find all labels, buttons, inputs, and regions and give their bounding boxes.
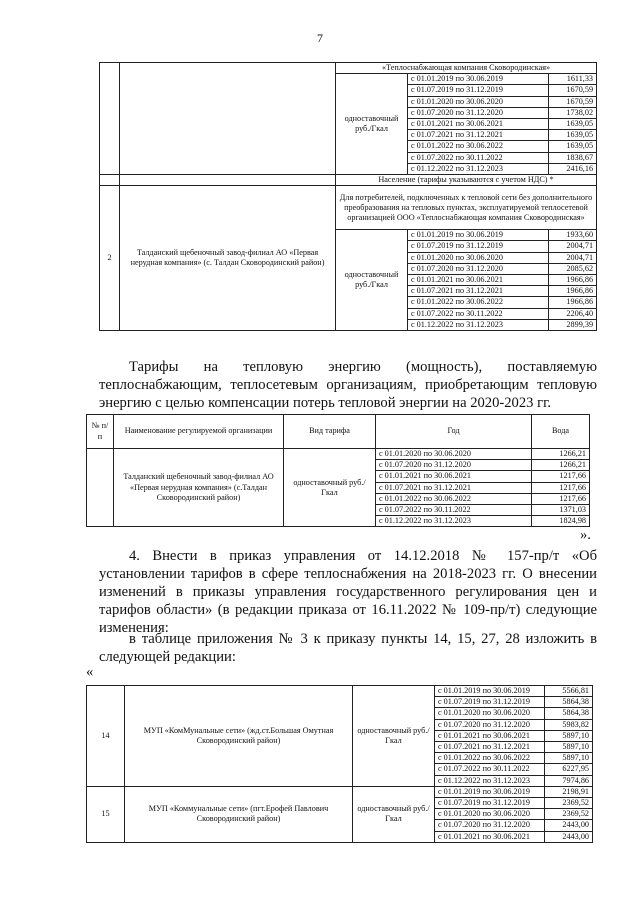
value-cell: 5897,10 [545,753,593,764]
value-cell: 2443,00 [545,831,593,842]
value-cell: 1966,86 [549,286,597,297]
value-cell: 2443,00 [545,820,593,831]
period-cell: с 01.07.2020 по 31.12.2020 [435,719,545,730]
company-header-note: «Теплоснабжающая компания Сковородинская» [336,63,597,74]
value-cell: 1966,86 [549,275,597,286]
tariff-table-3 [86,685,593,843]
value-cell: 2198,91 [545,786,593,797]
period-cell: с 01.01.2021 по 30.06.2021 [408,119,549,130]
value-cell: 1639,05 [549,130,597,141]
period-cell: с 01.01.2022 по 30.06.2022 [408,141,549,152]
header-year: Год [376,415,532,449]
population-note: Население (тарифы указываются с учетом НДС) * [336,175,597,186]
page-number: 7 [317,31,323,45]
period-cell: с 01.07.2020 по 31.12.2020 [408,107,549,118]
row-number: 15 [87,786,125,842]
period-cell: с 01.07.2020 по 31.12.2020 [408,263,549,274]
period-cell: с 01.01.2021 по 30.06.2021 [408,275,549,286]
period-cell: с 01.12.2022 по 31.12.2023 [435,775,545,786]
value-cell: 2369,52 [545,798,593,809]
period-cell: с 01.07.2019 по 31.12.2019 [408,85,549,96]
organization-name: Талданский щебеночный завод-филиал АО «Первая нерудная компания» (с. Талдан Сковородинский район) [120,186,336,331]
consumers-note: Для потребителей, подключенных к тепловой сети без дополнительного преобразования на тепловых пунктах, эксплуатируемой теплосетевой организацией ООО «Теплоснабжающая компания Сковородинская» [336,186,597,230]
period-cell: с 01.07.2019 по 31.12.2019 [408,241,549,252]
period-cell: с 01.07.2022 по 30.11.2022 [376,505,532,516]
value-cell: 2004,71 [549,241,597,252]
value-cell: 1217,66 [532,493,590,504]
period-cell: с 01.01.2022 по 30.06.2022 [435,753,545,764]
tariff-type-cell: одноставочный руб./Гкал [353,686,435,787]
value-cell: 1639,05 [549,119,597,130]
period-cell: с 01.12.2022 по 31.12.2023 [376,516,532,527]
value-cell: 1966,86 [549,297,597,308]
value-cell: 2369,52 [545,809,593,820]
header-water: Вода [532,415,590,449]
period-cell: с 01.07.2020 по 31.12.2020 [376,460,532,471]
amendment-paragraph: 4. Внести в приказ управления от 14.12.2018 № 157-пр/т «Об установлении тарифов в сфере теплоснабжения на 2018-2023 гг. О внесении изменений в приказы управления государственного регулирования цен и тарифов области» (в редакции приказа от 16.11.2022 № 109-пр/т) следующие изменения: [99,548,597,636]
period-cell: с 01.07.2021 по 31.12.2021 [408,130,549,141]
period-cell: с 01.01.2020 по 30.06.2020 [408,96,549,107]
period-cell: с 01.01.2020 по 30.06.2020 [376,449,532,460]
organization-name: МУП «КомМунальные сети» (жд.ст.Большая Омутная Сковородинский район) [125,686,353,787]
value-cell: 7974,86 [545,775,593,786]
value-cell: 2085,62 [549,263,597,274]
value-cell: 1639,05 [549,141,597,152]
period-cell: с 01.01.2021 по 30.06.2021 [376,471,532,482]
value-cell: 1738,02 [549,107,597,118]
period-cell: с 01.01.2020 по 30.06.2020 [435,708,545,719]
period-cell: с 01.01.2022 по 30.06.2022 [376,493,532,504]
period-cell: с 01.01.2019 по 30.06.2019 [408,74,549,85]
value-cell: 1933,60 [549,230,597,241]
tariff-type-cell: одноставочный руб./Гкал [336,74,408,175]
value-cell: 5983,82 [545,719,593,730]
closing-quote: ». [580,527,591,543]
period-cell: с 01.07.2021 по 31.12.2021 [435,742,545,753]
period-cell: с 01.01.2019 по 30.06.2019 [435,786,545,797]
value-cell: 6227,95 [545,764,593,775]
header-number: № п/п [87,415,114,449]
period-cell: с 01.12.2022 по 31.12.2023 [408,163,549,174]
header-organization: Наименование регулируемой организации [114,415,284,449]
tariff-table-1 [99,62,597,331]
value-cell: 1371,03 [532,505,590,516]
value-cell: 1217,66 [532,471,590,482]
row-number: 2 [100,186,120,331]
organization-name: Талданский щебеночный завод-филиал АО «Первая нерудная компания» (с.Талдан Сковородинский район) [114,449,284,527]
period-cell: с 01.07.2019 по 31.12.2019 [435,798,545,809]
value-cell: 5897,10 [545,730,593,741]
opening-quote: « [86,664,94,680]
tariff-table-2 [86,414,590,527]
value-cell: 2899,39 [549,319,597,330]
value-cell: 1217,66 [532,482,590,493]
period-cell: с 01.01.2019 по 30.06.2019 [435,686,545,697]
value-cell: 2206,40 [549,308,597,319]
value-cell: 1824,98 [532,516,590,527]
heading-paragraph: Тарифы на тепловую энергию (мощность), поставляемую теплоснабжающим, теплосетевым организациям, приобретающим тепловую энергию с целью компенсации потерь тепловой энергии на 2020-2023 гг. [99,359,597,411]
period-cell: с 01.01.2021 по 30.06.2021 [435,730,545,741]
value-cell: 1266,21 [532,460,590,471]
period-cell: с 01.07.2022 по 30.11.2022 [408,308,549,319]
instruction-paragraph: в таблице приложения № 3 к приказу пункты 14, 15, 27, 28 изложить в следующей редакции: [99,631,597,665]
row-number: 14 [87,686,125,787]
header-tariff-type: Вид тарифа [284,415,376,449]
period-cell: с 01.07.2022 по 30.11.2022 [408,152,549,163]
period-cell: с 01.01.2020 по 30.06.2020 [435,809,545,820]
value-cell: 2004,71 [549,252,597,263]
value-cell: 5566,81 [545,686,593,697]
value-cell: 2416,16 [549,163,597,174]
value-cell: 5897,10 [545,742,593,753]
value-cell: 5864,38 [545,708,593,719]
period-cell: с 01.07.2021 по 31.12.2021 [376,482,532,493]
value-cell: 1266,21 [532,449,590,460]
tariff-type-cell: одноставочный руб./Гкал [353,786,435,842]
value-cell: 5864,38 [545,697,593,708]
period-cell: с 01.01.2021 по 30.06.2021 [435,831,545,842]
period-cell: с 01.07.2022 по 30.11.2022 [435,764,545,775]
tariff-type-cell: одноставочный руб./Гкал [284,449,376,527]
period-cell: с 01.12.2022 по 31.12.2023 [408,319,549,330]
period-cell: с 01.01.2020 по 30.06.2020 [408,252,549,263]
value-cell: 1670,59 [549,96,597,107]
value-cell: 1670,59 [549,85,597,96]
period-cell: с 01.07.2021 по 31.12.2021 [408,286,549,297]
tariff-type-cell: одноставочный руб./Гкал [336,230,408,331]
value-cell: 1611,33 [549,74,597,85]
value-cell: 1838,67 [549,152,597,163]
period-cell: с 01.01.2022 по 30.06.2022 [408,297,549,308]
period-cell: с 01.07.2020 по 31.12.2020 [435,820,545,831]
period-cell: с 01.01.2019 по 30.06.2019 [408,230,549,241]
organization-name: МУП «Коммунальные сети» (пгт.Ерофей Павлович Сковородинский район) [125,786,353,842]
period-cell: с 01.07.2019 по 31.12.2019 [435,697,545,708]
